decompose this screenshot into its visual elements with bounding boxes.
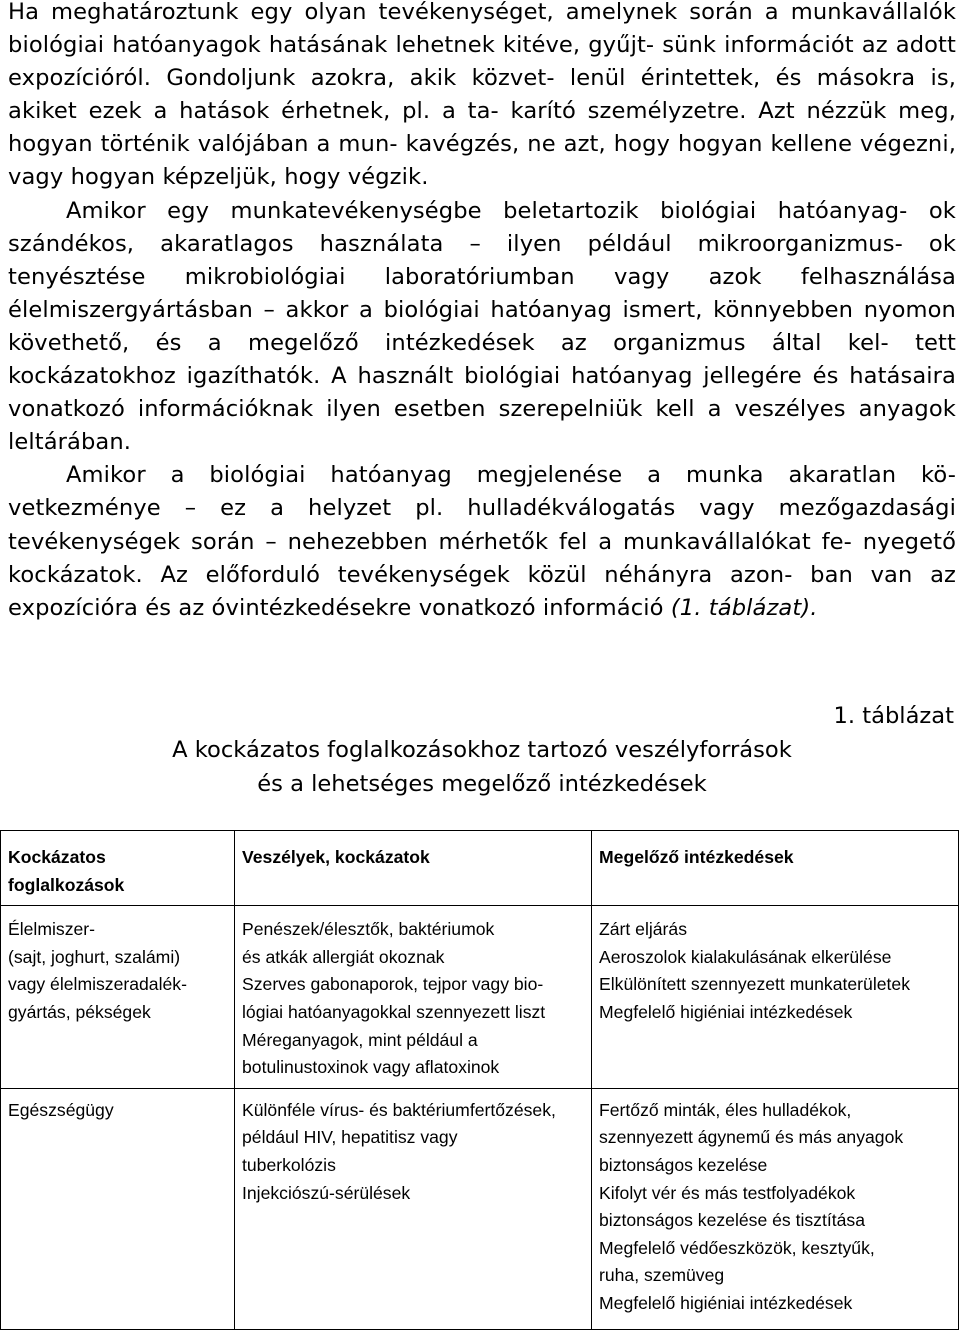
text-line: tevékenységek során – nehezebben mérhetők fel a munkavállalókat fe- [8,528,852,555]
paragraph-1 [8,0,956,195]
cell-line: Zárt eljárás [599,919,687,940]
text-line: nyomon követhető, és a megelőző intézkedések az organizmus által kel- [8,296,956,356]
cell-line: Kockázatos [8,847,106,867]
cell-line: Veszélyek, kockázatok [242,847,430,867]
text-line: sünk információt az adott expozícióról. Gondoljunk azokra, akik közvet- [8,32,956,92]
header-hazards [235,831,592,906]
text-line: munkavállalók biológiai hatóanyagok hatásának lehetnek kitéve, gyűjt- [8,0,956,59]
cell-line: és atkák allergiát okoznak [242,946,445,967]
hazards-table [0,830,959,1330]
header-occupations [1,831,235,906]
cell-line: foglalkozások [8,874,125,895]
cell-line: vagy élelmiszeradalék- [8,974,187,995]
text-line: kavégzés, ne azt, hogy hogyan kellene végezni, vagy hogyan képzeljük, [8,131,956,191]
cell-line: szennyezett ágynemű és más anyagok [599,1127,904,1148]
text-line: karító személyzetre. Azt nézzük meg, hogyan történik valójában a mun- [8,98,956,158]
text-line: lenül érintettek, és másokra is, akiket ezek a hatások érhetnek, pl. a ta- [8,65,956,125]
cell-line: Méreganyagok, mint például a [242,1029,478,1050]
text-line: Amikor egy munkatevékenységbe beletartozik biológiai hatóanyag- [66,197,908,224]
cell-line: Megfelelő védőeszközök, kesztyűk, [599,1237,875,1258]
table-row [1,906,959,1089]
text-line: táblázat). [708,594,818,621]
paragraph-2 [8,195,956,460]
cell-line: botulinustoxinok vagy aflatoxinok [242,1057,500,1078]
text-line: veszélyes anyagok leltárában. [8,396,956,456]
cell-line: Aeroszolok kialakulásának elkerülése [599,946,892,967]
text-line: tett kockázatokhoz igazíthatók. A használt biológiai hatóanyag jellegére [8,329,956,390]
paragraph-3 [8,459,956,624]
table-header-row [1,831,959,906]
cell-line: Kifolyt vér és más testfolyadékok [599,1182,856,1203]
cell-line: Különféle vírus- és baktériumfertőzések, [242,1099,556,1120]
cell-line: ruha, szemüveg [599,1265,725,1286]
cell-line: Injekciószú-sérülések [242,1182,411,1203]
cell-measures [592,1088,959,1329]
cell-hazards [235,906,592,1089]
text-line: ban van az expozícióra és az óvintézkedésekre vonatkozó információ [8,561,956,621]
text-line: ok tenyésztése mikrobiológiai laboratóriumban vagy azok felhasználása [8,230,956,290]
cell-occupation [1,1088,235,1329]
cell-line: Élelmiszer- [8,919,95,940]
cell-line: Szerves gabonaporok, tejpor vagy bio- [242,974,544,995]
table-row [1,1088,959,1329]
cell-hazards [235,1088,592,1329]
cell-line: Egészségügy [8,1099,114,1120]
body-text [8,0,956,625]
table-title-line: és a lehetséges megelőző intézkedések [257,771,707,797]
header-measures [592,831,959,906]
cell-line: Fertőző minták, éles hulladékok, [599,1099,852,1120]
cell-line: Penészek/élesztők, baktériumok [242,919,495,940]
text-line: ok szándékos, akaratlagos használata – ilyen például mikroorganizmus- [8,197,956,257]
cell-line: (sajt, joghurt, szalámi) [8,946,181,967]
table-number: 1. táblázat [833,703,954,729]
cell-line: lógiai hatóanyagokkal szennyezett liszt [242,1001,546,1022]
cell-line: Megfelelő higiéniai intézkedések [599,1001,853,1022]
table-reference [671,595,818,621]
table-title-line: A kockázatos foglalkozásokhoz tartozó veszélyforrások [172,737,792,763]
text-line: (1. [670,594,702,621]
text-line: Ha meghatároztunk egy olyan tevékenységet, amelynek során a [8,0,779,25]
text-line: Amikor a biológiai hatóanyag megjelenése a munka akaratlan kö- [66,462,956,489]
cell-line: biztonságos kezelése és tisztítása [599,1210,866,1231]
text-line: és hatásaira vonatkozó információknak ilyen esetben szerepelniük kell a [8,363,956,423]
cell-line: gyártás, pékségek [8,1001,151,1022]
text-line: élelmiszergyártásban – akkor a biológiai hatóanyag ismert, könnyebben [8,296,854,323]
cell-line: például HIV, hepatitisz vagy [242,1127,458,1148]
text-line: vetkezménye – ez a helyzet pl. hulladékválogatás vagy mezőgazdasági [8,495,956,522]
text-line: hogy végzik. [284,164,429,191]
cell-line: Elkülönített szennyezett munkaterületek [599,974,910,995]
cell-measures [592,906,959,1089]
cell-occupation [1,906,235,1089]
text-line: nyegető kockázatok. Az előforduló tevékenységek közül néhányra azon- [8,528,956,588]
table-title [0,733,960,801]
cell-line: Megelőző intézkedések [599,847,794,867]
cell-line: Megfelelő higiéniai intézkedések [599,1292,853,1313]
cell-line: tuberkolózis [242,1154,336,1175]
cell-line: biztonságos kezelése [599,1154,768,1175]
